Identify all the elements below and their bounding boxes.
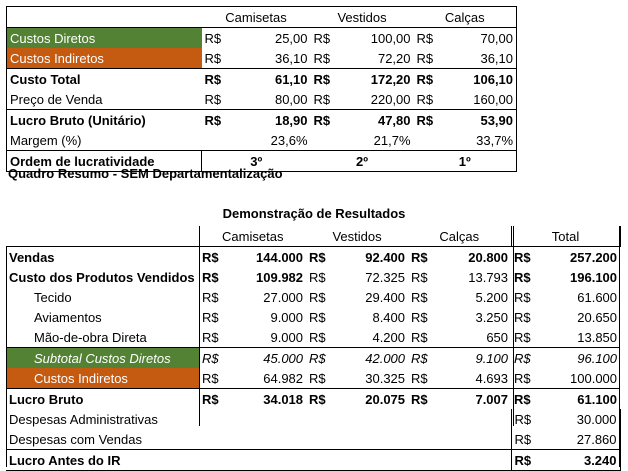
currency-symbol: R$	[411, 370, 428, 386]
row-label: Custo Total	[7, 69, 202, 90]
value-cell: 45.000	[225, 348, 306, 369]
currency-symbol: R$	[411, 269, 428, 285]
summary-header-row	[7, 7, 517, 28]
currency-symbol: R$	[306, 247, 332, 268]
row-label: Custos Indiretos	[6, 368, 199, 389]
value-cell: 61.600	[577, 289, 618, 305]
value-cell: 64.982	[263, 370, 304, 386]
value-cell: 33,7%	[476, 132, 514, 148]
statement-row	[6, 429, 620, 450]
currency-symbol: R$	[511, 247, 537, 268]
value-cell: 172,20	[337, 69, 414, 90]
currency-symbol: R$	[309, 370, 326, 386]
value-cell: 72,20	[377, 50, 411, 66]
value-cell: 20.650	[577, 309, 618, 325]
statement-title: Demonstração de Resultados	[222, 206, 406, 221]
summary-row	[7, 28, 517, 49]
currency-symbol: R$	[202, 309, 219, 325]
currency-symbol: R$	[511, 409, 537, 429]
value-cell: 18,90	[228, 110, 311, 131]
value-cell: 100.000	[570, 370, 618, 386]
value-cell: 21,7%	[373, 132, 411, 148]
currency-symbol: R$	[514, 329, 531, 345]
value-cell: 20.075	[332, 389, 408, 410]
summary-row	[7, 48, 517, 69]
currency-symbol: R$	[202, 110, 228, 131]
currency-symbol: R$	[202, 329, 219, 345]
value-cell: 9.000	[270, 309, 304, 325]
value-cell: 3º	[202, 151, 311, 172]
value-cell: 42.000	[332, 348, 408, 369]
summary-row	[7, 110, 517, 131]
row-label: Lucro Antes do IR	[6, 450, 199, 471]
value-cell: 220,00	[370, 91, 411, 107]
column-divider	[619, 226, 620, 467]
currency-symbol: R$	[408, 348, 434, 369]
statement-row	[6, 327, 620, 348]
value-cell: 72.325	[365, 269, 406, 285]
value-cell: 47,80	[337, 110, 414, 131]
row-label: Preço de Venda	[10, 91, 103, 107]
currency-symbol: R$	[309, 269, 326, 285]
currency-symbol: R$	[411, 329, 428, 345]
statement-header-row	[6, 226, 620, 247]
currency-symbol: R$	[199, 348, 225, 369]
currency-symbol: R$	[411, 289, 428, 305]
row-label: Ordem de lucratividade	[7, 151, 202, 172]
currency-symbol: R$	[511, 348, 537, 369]
column-header: Calças	[444, 9, 485, 25]
value-cell: 36,10	[480, 50, 514, 66]
row-label: Despesas Administrativas	[9, 411, 158, 427]
value-cell: 7.007	[434, 389, 511, 410]
currency-symbol: R$	[416, 50, 434, 66]
row-label: Lucro Bruto (Unitário)	[7, 110, 202, 131]
value-cell: 3.250	[475, 309, 509, 325]
row-label: Mão-de-obra Direta	[34, 329, 147, 345]
row-label: Margem (%)	[10, 132, 82, 148]
value-cell: 144.000	[225, 247, 306, 268]
currency-symbol: R$	[306, 389, 332, 410]
column-header: Calças	[439, 228, 480, 244]
column-header: Total	[511, 226, 620, 247]
currency-symbol: R$	[408, 247, 434, 268]
column-header: Vestidos	[337, 9, 387, 25]
summary-caption: Quadro Resumo - SEM Departamentalização	[8, 166, 283, 181]
statement-row	[6, 348, 620, 369]
value-cell: 650	[486, 329, 509, 345]
summary-row	[7, 69, 517, 90]
value-cell: 5.200	[475, 289, 509, 305]
currency-symbol: R$	[199, 389, 225, 410]
currency-symbol: R$	[414, 110, 440, 131]
value-cell: 13.793	[468, 269, 509, 285]
currency-symbol: R$	[199, 247, 225, 268]
currency-symbol: R$	[202, 289, 219, 305]
statement-row	[6, 287, 620, 307]
value-cell: 109.982	[256, 269, 304, 285]
row-label: Custo dos Produtos Vendidos	[9, 269, 195, 285]
row-label: Custos Diretos	[7, 28, 202, 49]
currency-symbol: R$	[514, 289, 531, 305]
value-cell: 13.850	[577, 329, 618, 345]
currency-symbol: R$	[202, 28, 228, 49]
currency-symbol: R$	[311, 110, 337, 131]
column-divider	[199, 226, 200, 426]
value-cell: 106,10	[440, 69, 517, 90]
value-cell: 70,00	[440, 28, 517, 49]
currency-symbol: R$	[411, 309, 428, 325]
row-label: Despesas com Vendas	[9, 431, 142, 447]
row-label: Lucro Bruto	[6, 389, 199, 410]
income-statement-table	[6, 226, 621, 471]
value-cell: 30.000	[537, 409, 620, 429]
statement-row	[6, 409, 620, 429]
currency-symbol: R$	[408, 389, 434, 410]
value-cell: 9.100	[434, 348, 511, 369]
value-cell: 61.100	[537, 389, 620, 410]
row-label: Tecido	[34, 289, 72, 305]
row-label: Aviamentos	[34, 309, 102, 325]
value-cell: 25,00	[228, 28, 311, 49]
value-cell: 160,00	[473, 91, 514, 107]
currency-symbol: R$	[306, 348, 332, 369]
value-cell: 27.000	[263, 289, 304, 305]
value-cell: 3.240	[537, 450, 620, 471]
value-cell: 23,6%	[270, 132, 308, 148]
currency-symbol: R$	[414, 69, 440, 90]
statement-row	[6, 247, 620, 268]
currency-symbol: R$	[309, 329, 326, 345]
value-cell: 53,90	[440, 110, 517, 131]
summary-table	[6, 6, 517, 172]
value-cell: 92.400	[332, 247, 408, 268]
value-cell: 36,10	[274, 50, 308, 66]
statement-row	[6, 307, 620, 327]
value-cell: 80,00	[274, 91, 308, 107]
value-cell: 27.860	[537, 429, 620, 450]
row-label: Custos Indiretos	[7, 48, 202, 69]
currency-symbol: R$	[511, 429, 537, 450]
value-cell: 257.200	[537, 247, 620, 268]
column-header: Camisetas	[199, 226, 306, 247]
currency-symbol: R$	[202, 269, 219, 285]
column-divider	[6, 246, 7, 467]
currency-symbol: R$	[313, 91, 331, 107]
value-cell: 4.200	[372, 329, 406, 345]
currency-symbol: R$	[514, 309, 531, 325]
currency-symbol: R$	[309, 289, 326, 305]
currency-symbol: R$	[511, 450, 537, 471]
currency-symbol: R$	[204, 50, 222, 66]
currency-symbol: R$	[202, 370, 219, 386]
column-divider	[513, 226, 514, 426]
currency-symbol: R$	[309, 309, 326, 325]
currency-symbol: R$	[514, 269, 531, 285]
statement-row	[6, 267, 620, 287]
value-cell: 29.400	[365, 289, 406, 305]
currency-symbol: R$	[202, 69, 228, 90]
value-cell: 4.693	[475, 370, 509, 386]
column-header: Vestidos	[332, 228, 382, 244]
currency-symbol: R$	[311, 28, 337, 49]
statement-row	[6, 389, 620, 410]
value-cell: 100,00	[337, 28, 414, 49]
summary-row	[7, 89, 517, 110]
currency-symbol: R$	[311, 69, 337, 90]
currency-symbol: R$	[416, 91, 434, 107]
row-label: Vendas	[6, 247, 199, 268]
row-label: Subtotal Custos Diretos	[6, 348, 199, 369]
value-cell: 1º	[414, 151, 517, 172]
statement-row	[6, 368, 620, 389]
currency-symbol: R$	[511, 389, 537, 410]
value-cell: 20.800	[434, 247, 511, 268]
currency-symbol: R$	[514, 370, 531, 386]
value-cell: 34.018	[225, 389, 306, 410]
value-cell: 8.400	[372, 309, 406, 325]
statement-row	[6, 450, 620, 471]
value-cell: 61,10	[228, 69, 311, 90]
column-header: Camisetas	[225, 9, 287, 25]
value-cell: 196.100	[570, 269, 618, 285]
currency-symbol: R$	[414, 28, 440, 49]
summary-row	[7, 130, 517, 151]
value-cell: 96.100	[537, 348, 620, 369]
value-cell: 30.325	[365, 370, 406, 386]
currency-symbol: R$	[313, 50, 331, 66]
value-cell: 9.000	[270, 329, 304, 345]
value-cell: 2º	[311, 151, 414, 172]
currency-symbol: R$	[204, 91, 222, 107]
